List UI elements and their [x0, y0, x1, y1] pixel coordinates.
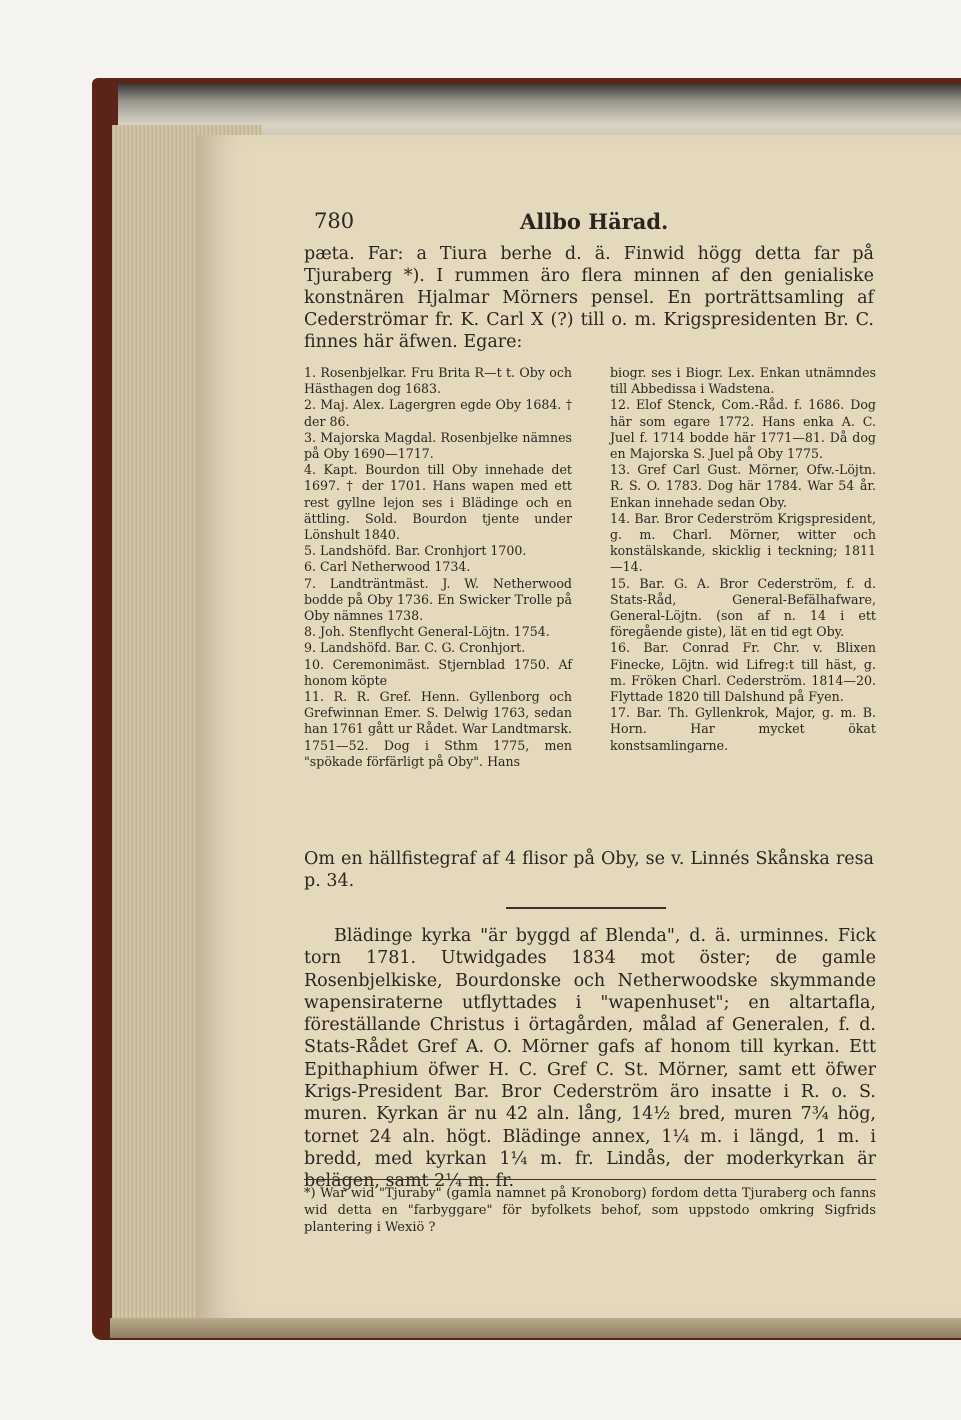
closing-paragraph [304, 848, 874, 892]
owner-entry-12: 12. Elof Stenck, Com.-Råd. f. 1686. Dog här som egare 1772. Hans enka A. C. Juel f. 1714 bodde här 1771—81. Då dog en Majorska S. Juel på Oby 1775. [610, 397, 876, 462]
owner-entry-16: 16. Bar. Conrad Fr. Chr. v. Blixen Finecke, Löjtn. wid Lifreg:t till häst, g. m. Fröken Charl. Cederström. 1814—20. Flyttade 1820 till Dalshund på Fyen. [610, 640, 876, 705]
owner-entry-17: 17. Bar. Th. Gyllenkrok, Major, g. m. B. Horn. Har mycket ökat konstsamlingarne. [610, 705, 876, 753]
owner-entry-4: 4. Kapt. Bourdon till Oby innehade det 1697. † der 1701. Hans wapen med ett rest gyllne lejon ses i Blädinge och en ättling. Sold. Bourdon tjente under Lönshult 1840. [304, 462, 572, 543]
book-page [196, 135, 961, 1320]
owners-list-right [610, 365, 876, 754]
owner-entry-6: 6. Carl Netherwood 1734. [304, 559, 471, 575]
footnote-rule [304, 1179, 876, 1180]
page-header [314, 209, 874, 239]
church-text: Blädinge kyrka "är byggd af Blenda", d. ä. urminnes. Fick torn 1781. Utwidgades 1834 mot öster; de gamle Rosenbjelkiske, Bourdonske och Netherwoodske skymmande wapensiraterne utflyttades i "wapenhuset"; en altartafla, föreställande Christus i örtagården, målad af Generalen, f. d. Stats-Rådet Gref A. O. Mörner gafs af honom till kyrkan. Ett Epithaphium öfwer H. C. Gref C. St. Mörner, samt ett öfwer Krigs-President Bar. Bror Cederström äro insatte i R. o. S. muren. Kyrkan är nu 42 aln. lång, 14½ bred, muren 7¾ hög, tornet 24 aln. högt. Blädinge annex, 1¼ m. i längd, 1 m. i bredd, med kyrkan 1¼ m. fr. Lindås, der moderkyrkan är belägen, samt 2¼ m. fr. [304, 926, 876, 1192]
owner-entry-13: 13. Gref Carl Gust. Mörner, Ofw.-Löjtn. R. S. O. 1783. Dog här 1784. War 54 år. Enkan innehade sedan Oby. [610, 462, 876, 510]
owner-entry-14: 14. Bar. Bror Cederström Krigspresident, g. m. Charl. Mörner, witter och konstälskande, skicklig i teckning; 1811—14. [610, 510, 876, 575]
owner-entry-3: 3. Majorska Magdal. Rosenbjelke nämnes på Oby 1690—1717. [304, 429, 572, 462]
page-block-bottom [110, 1318, 961, 1338]
running-head: Allbo Härad. [520, 209, 669, 234]
owner-entry-15: 15. Bar. G. A. Bror Cederström, f. d. Stats-Råd, General-Befälhafware, General-Löjtn. (son af n. 14 i ett föregående giste), lät en tid egt Oby. [610, 575, 876, 640]
owners-list-left [304, 365, 572, 770]
owner-entry-5: 5. Landshöfd. Bar. Cronhjort 1700. [304, 543, 527, 559]
owner-entry-8: 8. Joh. Stenflycht General-Löjtn. 1754. [304, 624, 550, 640]
intro-paragraph [304, 243, 874, 353]
page-number: 780 [314, 209, 355, 233]
footnote-text: *) War wid "Tjuraby" (gamla namnet på Kronoborg) fordom detta Tjuraberg och fanns wid detta en "farbyggare" för byfolkets behof, som uppstodo omkring Sigfrids plantering i Wexiö ? [304, 1186, 876, 1235]
owner-entry-10: 10. Ceremonimäst. Stjernblad 1750. Af honom köpte [304, 656, 572, 688]
owner-entry-11-cont: biogr. ses i Biogr. Lex. Enkan utnämndes till Abbedissa i Wadstena. [610, 365, 876, 397]
owner-entry-7: 7. Landträntmäst. J. W. Netherwood bodde på Oby 1736. En Swicker Trolle på Oby nämnes 1738. [304, 575, 572, 624]
footnote [304, 1185, 876, 1236]
owner-entry-11: 11. R. R. Gref. Henn. Gyllenborg och Grefwinnan Emer. S. Delwig 1763, sedan han 1761 gått ur Rådet. War Landtmarsk. 1751—52. Dog i Sthm 1775, men "spökade förfärligt på Oby". Hans [304, 689, 572, 769]
closing-text: Om en hällfistegraf af 4 flisor på Oby, se v. Linnés Skånska resa p. 34. [304, 849, 874, 891]
intro-text: pæta. Far: a Tiura berhe d. ä. Finwid högg detta far på Tjuraberg *). I rummen äro flera minnen af den genialiske konstnären Hjalmar Mörners pensel. En porträttsamling af Cederströmar fr. K. Carl X (?) till o. m. Krigspresidenten Br. C. finnes här äfwen. Egare: [304, 244, 874, 352]
owner-entry-2: 2. Maj. Alex. Lagergren egde Oby 1684. † der 86. [304, 397, 572, 429]
church-section [304, 925, 876, 1193]
owner-entry-1: 1. Rosenbjelkar. Fru Brita R—t t. Oby och Hästhagen dog 1683. [304, 365, 572, 397]
section-divider [506, 907, 666, 909]
owner-entry-9: 9. Landshöfd. Bar. C. G. Cronhjort. [304, 640, 526, 656]
